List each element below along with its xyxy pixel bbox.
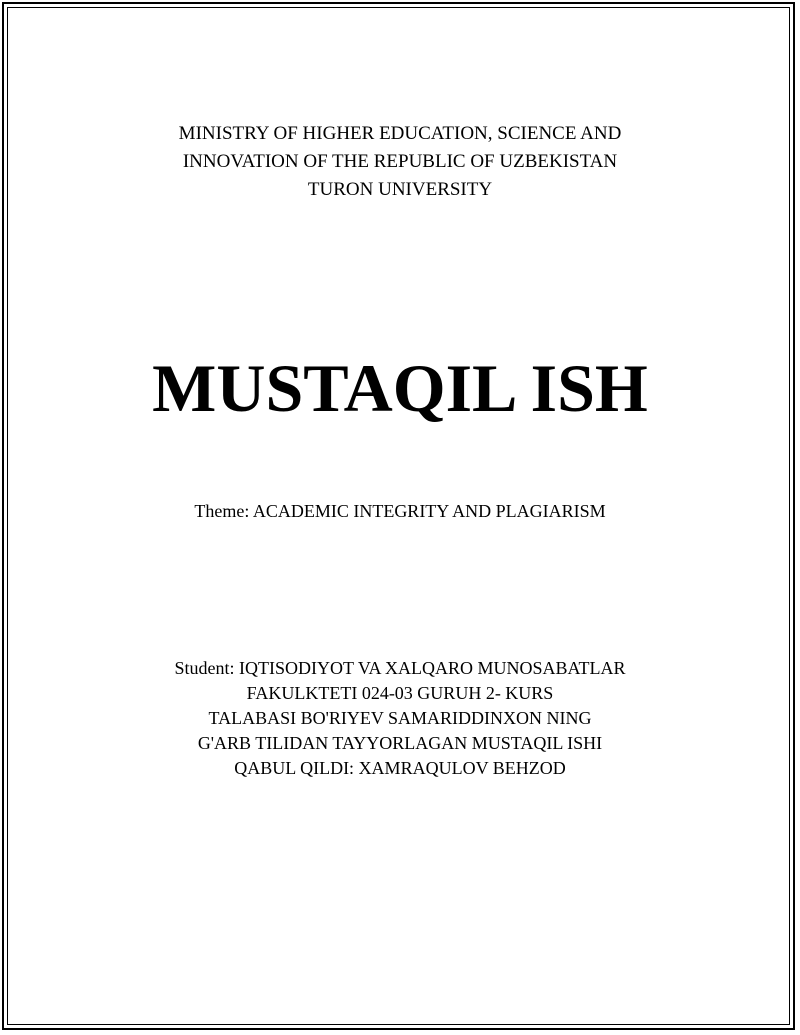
institution-line: MINISTRY OF HIGHER EDUCATION, SCIENCE AND xyxy=(178,123,622,144)
student-line: G'ARB TILIDAN TAYYORLAGAN MUSTAQIL ISHI xyxy=(197,733,603,753)
document-theme: Theme: ACADEMIC INTEGRITY AND PLAGIARISM xyxy=(194,501,606,521)
institution-header xyxy=(0,120,800,204)
reviewer-line: QABUL QILDI: XAMRAQULOV BEHZOD xyxy=(234,758,566,778)
student-line: Student: IQTISODIYOT VA XALQARO MUNOSABATLAR xyxy=(174,658,626,678)
student-line: FAKULKTETI 024-03 GURUH 2- KURS xyxy=(246,683,554,703)
document-title: MUSTAQIL ISH xyxy=(152,350,648,426)
university-name: TURON UNIVERSITY xyxy=(307,179,493,200)
institution-line: INNOVATION OF THE REPUBLIC OF UZBEKISTAN xyxy=(182,151,618,172)
student-line: TALABASI BO'RIYEV SAMARIDDINXON NING xyxy=(208,708,592,728)
student-info xyxy=(0,656,800,781)
